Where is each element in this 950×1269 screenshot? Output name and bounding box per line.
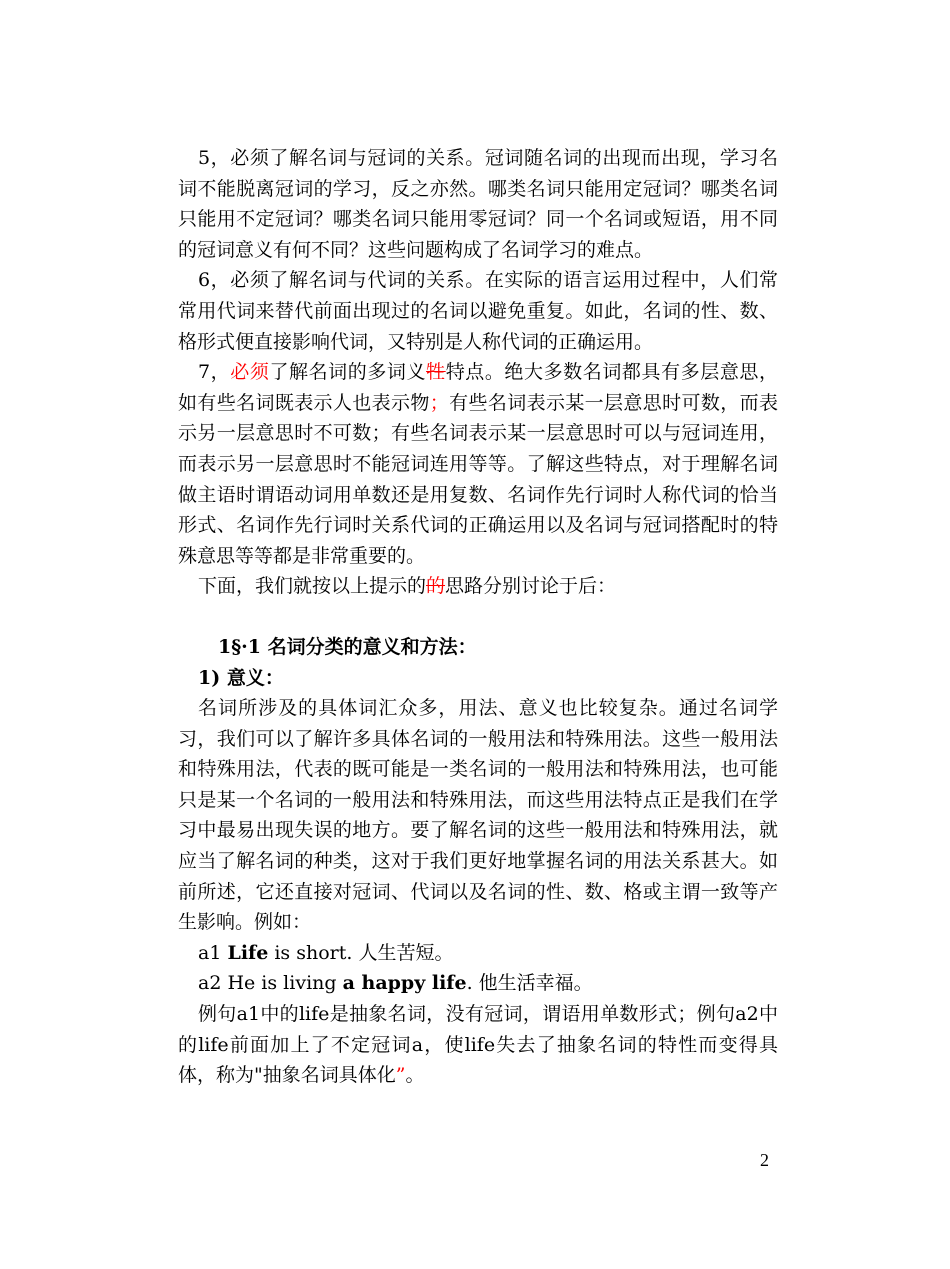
example-a2-rest: . 他生活幸福。 [466,972,593,995]
paragraph-7-text-b: 特点。绝大多数名词都具有多层意思，如有些名词既表示人也表示物 [178,361,778,414]
paragraph-explain [178,999,778,1091]
example-a2-bold: a happy life [342,972,467,995]
page-number: 2 [760,1150,769,1170]
paragraph-explain-text-b: 。 [405,1064,425,1087]
example-a2-label: a2 He is living [198,972,343,995]
inserted-text: 必须 [230,361,270,384]
paragraph-7-text-c: 有些名词表示某一层意思时可数，而表示另一层意思时不可数；有些名词表示某一层意思时可以与冠词连用，而表示另一层意思时不能冠词连用等等。了解这些特点，对于理解名词做主语时谓语动词用单数还是用复数、名词作先行词时人称代词的恰当形式、名词作先行词时关系代词的正确运用以及名词与冠词搭配时的特殊意思等等都是非常重要的。 [178,391,778,567]
example-a1-rest: is short. 人生苦短。 [268,941,454,964]
section-heading: 1§·1 名词分类的意义和方法： [218,635,477,658]
paragraph-next-text-b: 思路分别讨论于后： [445,575,617,598]
example-a1 [178,938,778,969]
deleted-text: 的 [426,575,446,598]
example-a1-bold: Life [227,941,269,964]
example-a1-label: a1 [198,941,228,964]
paragraph-6: 6，必须了解名词与代词的关系。在实际的语言运用过程中，人们常常用代词来替代前面出现过的名词以避免重复。如此，名词的性、数、格形式便直接影响代词，又特别是人称代词的正确运用。 [178,269,778,353]
paragraph-meaning: 名词所涉及的具体词汇众多，用法、意义也比较复杂。通过名词学习，我们可以了解许多具体名词的一般用法和特殊用法。这些一般用法和特殊用法，代表的既可能是一类名词的一般用法和特殊用法，也可能只是某一个名词的一般用法和特殊用法，而这些用法特点正是我们在学习中最易出现失误的地方。要了解名词的这些一般用法和特殊用法，就应当了解名词的种类，这对于我们更好地掌握名词的用法关系甚大。如前所述，它还直接对冠词、代词以及名词的性、数、格或主谓一致等产生影响。例如： [178,697,778,934]
example-a2 [178,968,778,999]
paragraph-explain-text-a: 例句a1中的life是抽象名词，没有冠词，谓语用单数形式；例句a2中的life前面加上了不定冠词a，使life失去了抽象名词的特性而变得具体，称为"抽象名词具体化 [178,1003,778,1087]
paragraph-7 [178,357,778,571]
paragraph-5: 5，必须了解名词与冠词的关系。冠词随名词的出现而出现，学习名词不能脱离冠词的学习，反之亦然。哪类名词只能用定冠词？哪类名词只能用不定冠词？哪类名词只能用零冠词？同一个名词或短语，用不同的冠词意义有何不同？这些问题构成了名词学习的难点。 [178,147,778,261]
paragraph-7-number: 7， [198,361,231,384]
body-text [178,143,778,1091]
paragraph-next [178,571,778,602]
subsection-heading: 1) 意义： [198,666,284,689]
paragraph-next-text-a: 下面，我们就按以上提示的 [198,575,427,598]
deleted-text: 牲 [426,361,446,384]
inserted-quote: ” [395,1064,406,1087]
paragraph-7-text-a: 了解名词的多词义 [269,361,427,384]
inserted-semicolon: ； [429,391,449,414]
